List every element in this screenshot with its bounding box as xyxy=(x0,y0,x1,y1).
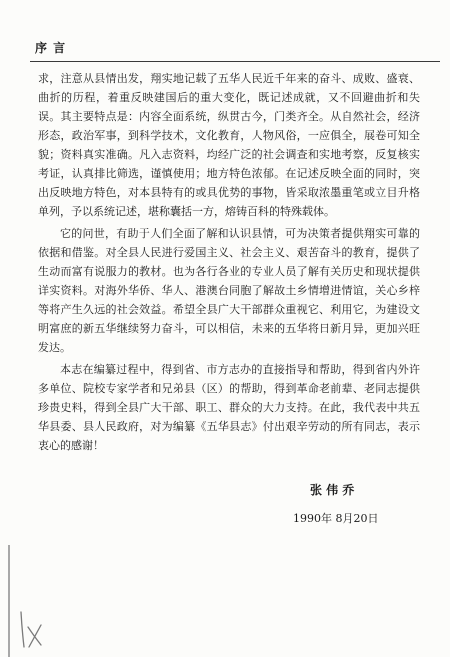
text-line: 出反映地方特色，对本县特有的或具优势的事物，皆采取浓墨重笔或立目升格 xyxy=(38,186,420,199)
text-line: 等将产生久远的社会效益。希望全县广大干部群众重视它、利用它，为建设文 xyxy=(38,303,420,316)
preface-body xyxy=(38,69,420,455)
section-title: 序 言 xyxy=(35,41,67,55)
author-signature: 张 伟 乔 xyxy=(310,483,355,497)
text-line: 华县委、县人民政府，对为编纂《五华县志》付出艰辛劳动的所有同志，表示 xyxy=(38,420,420,433)
text-line: 本志在编纂过程中，得到省、市方志办的直接指导和帮助，得到省内外许 xyxy=(60,363,420,376)
text-line: 曲折的历程，着重反映建国后的重大变化，既记述成就，又不回避曲折和失 xyxy=(38,91,420,104)
title-underline xyxy=(30,61,440,62)
text-line: 珍贵史料，得到全县广大干部、职工、群众的大力支持。在此，我代表中共五 xyxy=(38,401,420,414)
paragraph-3 xyxy=(38,360,420,455)
text-line: 依据和借鉴。对全县人民进行爱国主义、社会主义、艰苦奋斗的教育，提供了 xyxy=(38,246,420,259)
text-line: 形态，政治军事，到科学技术，文化教育，人物风俗，一应俱全，展卷可知全 xyxy=(38,129,420,142)
handwritten-mark xyxy=(21,612,41,647)
paragraph-1 xyxy=(38,69,420,221)
text-line: 求，注意从县情出发，翔实地记载了五华人民近千年来的奋斗、成败、盛衰、 xyxy=(38,72,420,85)
text-line: 详实资料。对海外华侨、华人、港澳台同胞了解故土乡情增进情谊，关心乡梓 xyxy=(38,284,420,297)
text-line: 明富庶的新五华继续努力奋斗，可以相信，未来的五华将日新月异，更加兴旺 xyxy=(38,322,420,335)
text-line: 发达。 xyxy=(38,341,71,354)
text-line: 误。其主要特点是：内容全面系统，纵贯古今，门类齐全。从自然社会，经济 xyxy=(38,110,420,123)
text-line: 生动而富有说服力的教材。也为各行各业的专业人员了解有关历史和现状提供 xyxy=(38,265,420,278)
text-line: 貌；资料真实准确。凡入志资料，均经广泛的社会调查和实地考察，反复核实 xyxy=(38,148,420,161)
text-line: 多单位、院校专家学者和兄弟县（区）的帮助，得到革命老前辈、老同志提供 xyxy=(38,382,420,395)
text-line: 考证，认真排比筛选，谨慎使用；地方特色浓郁。在记述反映全面的同时，突 xyxy=(38,167,420,180)
signature-date: 1990年 8月20日 xyxy=(293,512,379,525)
paragraph-2 xyxy=(38,224,420,357)
text-line: 衷心的感谢！ xyxy=(38,439,104,452)
text-line: 单列，予以系统记述，堪称囊括一方，熔铸百科的特殊载体。 xyxy=(38,205,335,218)
text-line: 它的问世，有助于人们全面了解和认识县情，可为决策者提供翔实可靠的 xyxy=(60,227,420,240)
